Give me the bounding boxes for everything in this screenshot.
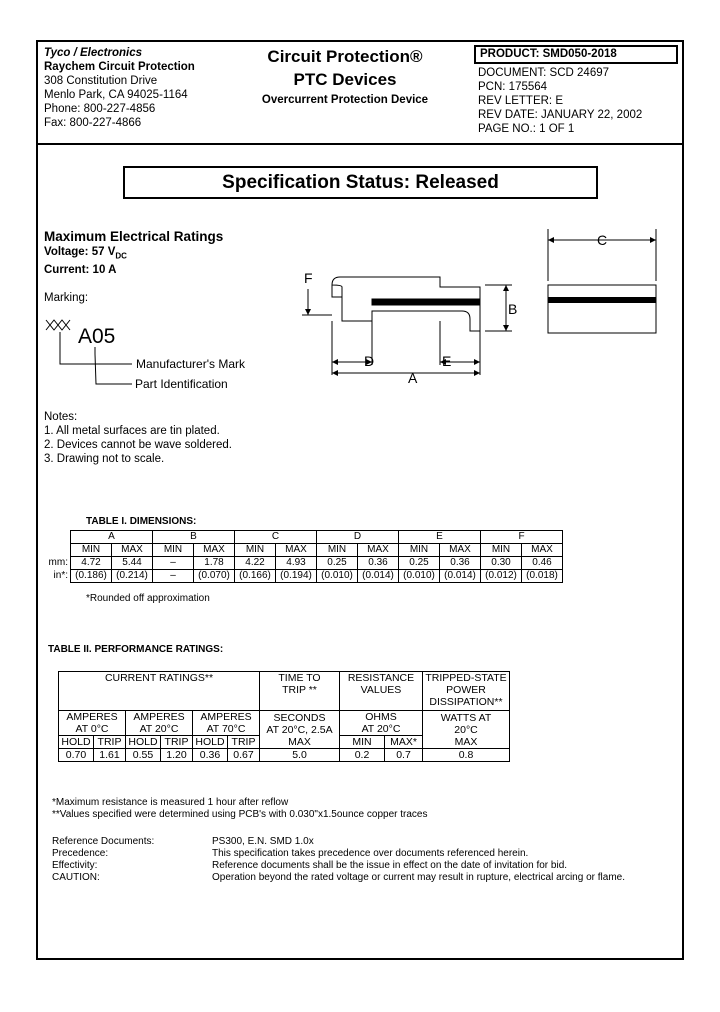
marking-diagram: [40, 312, 260, 394]
max-header: MAX: [112, 544, 153, 557]
min-header: MIN: [317, 544, 358, 557]
table2-footnote-2: **Values specified were determined using PCB's with 0.030"x1.5ounce copper traces: [52, 809, 428, 820]
arrow-icon: [503, 285, 509, 291]
address-line-2: Menlo Park, CA 94025-1164: [44, 89, 188, 101]
note-item: 3. Drawing not to scale.: [44, 453, 165, 465]
table-cell: (0.010): [399, 570, 440, 583]
marking-label: Marking:: [44, 292, 89, 304]
ratings-block: [44, 228, 223, 277]
col-header: D: [317, 531, 399, 544]
header-line: AT 20°C: [361, 723, 401, 735]
header-line: AT 70°C: [206, 723, 246, 735]
hold-header: HOLD: [193, 736, 228, 749]
header-line: TIME TO: [278, 672, 321, 684]
table-cell: (0.214): [112, 570, 153, 583]
col-header: A: [71, 531, 153, 544]
table-cell: –: [153, 570, 194, 583]
amperes-70c-header: [193, 711, 260, 736]
min-header: MIN: [235, 544, 276, 557]
dim-label-e: E: [442, 353, 452, 369]
status-box: [123, 166, 598, 199]
arrow-icon: [332, 359, 338, 365]
max-header: MAX: [194, 544, 235, 557]
table-cell: 1.78: [194, 557, 235, 570]
header-line: OHMS: [365, 711, 397, 723]
col-header: E: [399, 531, 481, 544]
table-cell: 0.25: [399, 557, 440, 570]
table2-title: TABLE II. PERFORMANCE RATINGS:: [48, 644, 224, 655]
title-line-2: PTC Devices: [293, 70, 397, 89]
company-name: Tyco / Electronics: [44, 47, 142, 59]
col-header: C: [235, 531, 317, 544]
product-details: [478, 66, 678, 136]
time-to-trip-header: [260, 672, 340, 711]
arrow-icon: [332, 370, 338, 376]
resistance-header: [340, 672, 423, 711]
arrow-icon: [548, 237, 554, 243]
performance-table: [58, 671, 510, 762]
table-cell: 5.0: [260, 749, 340, 762]
table-cell: 0.67: [228, 749, 260, 762]
reference-row: [52, 860, 672, 872]
mfr-mark-label: Manufacturer's Mark: [136, 357, 245, 371]
min-header: MIN: [340, 736, 385, 749]
header-line: AT 0°C: [75, 723, 109, 735]
note-item: 1. All metal surfaces are tin plated.: [44, 425, 220, 437]
min-header: MIN: [481, 544, 522, 557]
reference-value: This specification takes precedence over documents referenced herein.: [212, 848, 529, 859]
table-cell: (0.014): [440, 570, 481, 583]
arrow-icon: [305, 309, 311, 315]
dim-label-c: C: [597, 232, 608, 248]
marking-code: A05: [78, 325, 116, 348]
arrow-icon: [474, 370, 480, 376]
title-block: [250, 46, 440, 108]
table1-title: TABLE I. DIMENSIONS:: [86, 516, 197, 527]
table-cell: 1.20: [161, 749, 193, 762]
header-line: MAX: [288, 735, 311, 748]
table-cell: (0.014): [358, 570, 399, 583]
header-line: 20°C: [454, 723, 478, 736]
voltage-rating: [44, 245, 223, 263]
document-number: DOCUMENT: SCD 24697: [478, 67, 610, 79]
notes-heading: Notes:: [44, 411, 78, 423]
table-cell: (0.186): [71, 570, 112, 583]
arrow-icon: [650, 237, 656, 243]
col-header: F: [481, 531, 563, 544]
table-cell: 5.44: [112, 557, 153, 570]
manufacturer-logo-icon: [46, 320, 70, 330]
reference-label: Effectivity:: [52, 860, 98, 871]
page-number: PAGE NO.: 1 OF 1: [478, 123, 575, 135]
mm-row: [44, 557, 563, 570]
dimension-drawing: [290, 225, 670, 385]
table-cell: 0.36: [358, 557, 399, 570]
table1-footnote: *Rounded off approximation: [86, 593, 210, 604]
header-line: VALUES: [360, 684, 402, 696]
top-view: [548, 285, 656, 333]
table-cell: (0.070): [194, 570, 235, 583]
trip-header: TRIP: [94, 736, 126, 749]
table-cell: 1.61: [94, 749, 126, 762]
table-row: [59, 749, 510, 762]
trip-header: TRIP: [228, 736, 260, 749]
header-line: WATTS AT: [440, 711, 492, 724]
reference-label: Precedence:: [52, 848, 109, 859]
amperes-0c-header: [59, 711, 126, 736]
header-line: AT 20°C, 2.5A: [266, 723, 333, 736]
min-header: MIN: [153, 544, 194, 557]
fax: Fax: 800-227-4866: [44, 117, 142, 129]
company-block: [44, 46, 244, 130]
reference-label: CAUTION:: [52, 872, 100, 883]
ohms-header: [340, 711, 423, 736]
rev-letter: REV LETTER: E: [478, 95, 563, 107]
part-id-label: Part Identification: [135, 377, 228, 391]
pcn: PCN: 175564: [478, 81, 548, 93]
voltage-subscript: DC: [115, 251, 127, 261]
table-cell: (0.194): [276, 570, 317, 583]
min-header: MIN: [399, 544, 440, 557]
part-leader-line: [95, 347, 132, 384]
hold-header: HOLD: [126, 736, 161, 749]
product-box: [474, 45, 678, 64]
reference-row: [52, 836, 672, 848]
hold-header: HOLD: [59, 736, 94, 749]
table2-footnote-1: *Maximum resistance is measured 1 hour after reflow: [52, 797, 289, 808]
max-header: MAX: [440, 544, 481, 557]
header-line: AMPERES: [200, 711, 252, 723]
col-header: B: [153, 531, 235, 544]
table-cell: (0.166): [235, 570, 276, 583]
header-line: AT 20°C: [139, 723, 179, 735]
notes-block: [44, 410, 232, 466]
company-division: Raychem Circuit Protection: [44, 61, 195, 73]
status-text: Specification Status: Released: [222, 172, 499, 193]
table-cell: 0.36: [193, 749, 228, 762]
voltage-value: Voltage: 57 V: [44, 246, 116, 258]
dim-label-f: F: [304, 270, 313, 286]
header-line: SECONDS: [273, 711, 326, 724]
table-cell: 0.25: [317, 557, 358, 570]
current-rating: Current: 10 A: [44, 264, 117, 277]
max-header: MAX: [358, 544, 399, 557]
header-line: AMPERES: [133, 711, 185, 723]
ratings-heading: Maximum Electrical Ratings: [44, 229, 224, 244]
header-line: RESISTANCE: [347, 672, 415, 684]
reference-value: PS300, E.N. SMD 1.0x: [212, 836, 314, 847]
header-line: AMPERES: [66, 711, 118, 723]
table-cell: 0.30: [481, 557, 522, 570]
table-cell: 0.46: [522, 557, 563, 570]
min-header: MIN: [71, 544, 112, 557]
reference-value: Reference documents shall be the issue in effect on the date of invitation for bid.: [212, 860, 568, 871]
table-cell: 4.22: [235, 557, 276, 570]
reference-row: [52, 872, 672, 884]
trip-header: TRIP: [161, 736, 193, 749]
table-cell: 0.7: [385, 749, 423, 762]
in-row: [44, 570, 563, 583]
current-ratings-header: CURRENT RATINGS**: [59, 672, 260, 711]
table-cell: 0.8: [423, 749, 510, 762]
table-cell: 4.72: [71, 557, 112, 570]
rev-date: REV DATE: JANUARY 22, 2002: [478, 109, 643, 121]
reference-value: Operation beyond the rated voltage or current may result in rupture, electrical arcing or flame.: [212, 872, 625, 883]
header-line: POWER: [446, 684, 486, 696]
arrow-icon: [474, 359, 480, 365]
header-divider: [36, 143, 684, 145]
seconds-header: [260, 711, 340, 749]
header-line: TRIPPED-STATE: [425, 672, 507, 684]
row-label: in*:: [53, 570, 68, 581]
arrow-icon: [503, 325, 509, 331]
max-header: MAX*: [385, 736, 423, 749]
table-cell: 0.70: [59, 749, 94, 762]
reference-label: Reference Documents:: [52, 836, 155, 847]
table-cell: –: [153, 557, 194, 570]
amperes-20c-header: [126, 711, 193, 736]
table-cell: (0.012): [481, 570, 522, 583]
header-line: DISSIPATION**: [429, 696, 503, 708]
title-line-3: Overcurrent Protection Device: [261, 94, 429, 106]
table-cell: 0.2: [340, 749, 385, 762]
max-header: MAX: [522, 544, 563, 557]
phone: Phone: 800-227-4856: [44, 103, 156, 115]
reference-row: [52, 848, 672, 860]
watts-header: [423, 711, 510, 749]
table-cell: (0.018): [522, 570, 563, 583]
address-line-1: 308 Constitution Drive: [44, 75, 158, 87]
product-label: PRODUCT: SMD050-2018: [480, 48, 617, 60]
dim-label-d: D: [364, 353, 375, 369]
row-label: mm:: [48, 557, 68, 568]
dimensions-table: [44, 530, 563, 583]
header-line: MAX: [454, 735, 478, 748]
dim-label-b: B: [508, 301, 518, 317]
table-cell: 0.36: [440, 557, 481, 570]
header-line: TRIP **: [282, 684, 317, 696]
title-line-1: Circuit Protection®: [267, 47, 423, 66]
table-cell: 0.55: [126, 749, 161, 762]
dim-label-a: A: [408, 370, 418, 385]
note-item: 2. Devices cannot be wave soldered.: [44, 439, 232, 451]
references-block: [52, 836, 672, 884]
table-cell: (0.010): [317, 570, 358, 583]
tripped-state-header: [423, 672, 510, 711]
side-view: [332, 277, 480, 331]
table-cell: 4.93: [276, 557, 317, 570]
max-header: MAX: [276, 544, 317, 557]
